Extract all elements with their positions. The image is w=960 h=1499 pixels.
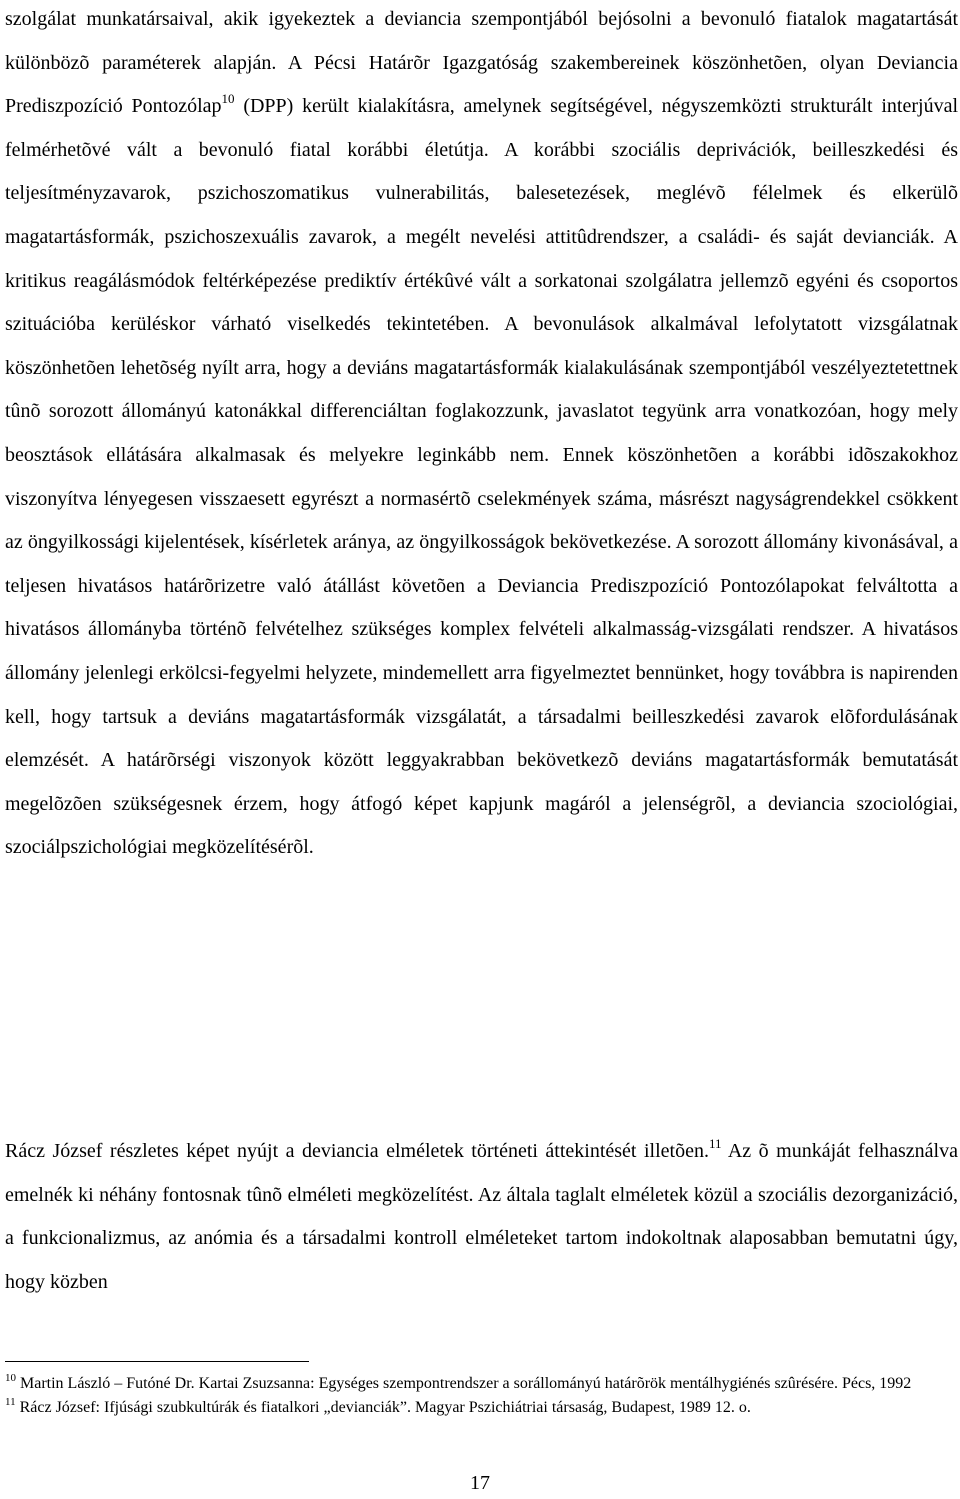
footnote-text: Rácz József: Ifjúsági szubkultúrák és fiatalkori „devianciák”. Magyar Pszichiátriai társaság, Budapest, 1989 12. o. [19, 1398, 751, 1416]
footnote-reference-11[interactable]: 11 [708, 1136, 722, 1151]
footnote-10 [5, 1372, 955, 1396]
footnote-11 [5, 1396, 955, 1420]
body-paragraph-1 [5, 0, 958, 870]
paragraph-1-text-start: szolgálat munkatársaival, akik igyekeztek a deviancia szempontjából bejósolni a bevonuló fiatalok magatartását különbözõ paraméterek alapján. A Pécsi Határõr Igazgatóság szakembereinek köszönhetõen, olyan Deviancia Prediszpozíció Pontozólap [5, 8, 958, 118]
footnote-reference-10[interactable]: 10 [221, 91, 235, 107]
footnotes-section [5, 1372, 955, 1419]
page-number: 17 [470, 1472, 490, 1494]
footnote-marker: 10 [5, 1372, 16, 1384]
body-paragraph-2 [5, 1130, 958, 1304]
paragraph-2-text-end: Az õ munkáját felhasználva emelnék ki néhány fontosnak tûnõ elméleti megközelítést. Az általa taglalt elméletek közül a szociális dezorganizáció, a funkcionalizmus, az anómia és a társadalmi kontroll elméleteket tartom indokoltnak alaposabban bemutatni úgy, hogy közben [5, 1140, 958, 1293]
paragraph-1-text-end: (DPP) került kialakításra, amelynek segítségével, négyszemközti strukturált interjúval felmérhetõvé vált a bevonuló fiatal korábbi életútja. A korábbi szociális deprivációk, beilleszkedési és teljesítményzavarok, pszichoszomatikus vulnerabilitás, balesetezések, meglévõ félelmek és elkerülõ magatartásformák, pszichoszexuális zavarok, a megélt nevelési attitûdrendszer, a családi- és saját devianciák. A kritikus reagálásmódok feltérképezése prediktív értékûvé vált a sorkatonai szolgálatra jellemzõ egyéni és csoportos szituációba kerüléskor várható viselkedés tekintetében. A bevonulások alkalmával lefolytatott vizsgálatnak köszönhetõen lehetõség nyílt arra, hogy a deviáns magatartásformák kialakulásának szempontjából veszélyeztetettnek tûnõ sorozott állományú katonákkal differenciáltan foglakozzunk, javaslatot tegyünk arra vonatkozóan, hogy mely beosztások ellátására alkalmasak és melyekre leginkább nem. Ennek köszönhetõen a korábbi idõszakokhoz viszonyítva lényegesen visszaesett egyrészt a normasértõ cselekmények száma, másrészt nagyságrendekkel csökkent az öngyilkossági kijelentések, kísérletek aránya, az öngyilkosságok bekövetkezése. A sorozott állomány kivonásával, a teljesen hivatásos határõrizetre való átállást követõen a Deviancia Prediszpozíció Pontozólapokat felváltotta a hivatásos állományba történõ felvételhez szükséges komplex felvételi alkalmasság-vizsgálati rendszer. A hivatásos állomány jelenlegi erkölcsi-fegyelmi helyzete, mindemellett arra figyelmeztet bennünket, hogy továbbra is napirenden kell, hogy tartsuk a deviáns magatartásformák vizsgálatát, a társadalmi beilleszkedési zavarok elõfordulásának elemzését. A határõrségi viszonyok között leggyakrabban bekövetkezõ deviáns magatartásformák bemutatását megelõzõen szükségesnek érzem, hogy átfogó képet kapjunk magáról a jelenségrõl, a deviancia szociológiai, szociálpszichológiai megközelítésérõl. [5, 95, 958, 859]
footnote-marker: 11 [5, 1395, 16, 1408]
footnote-separator [5, 1361, 309, 1362]
paragraph-2-text-start: Rácz József részletes képet nyújt a deviancia elméletek történeti áttekintését illetõen. [5, 1140, 709, 1162]
footnote-text: Martin László – Futóné Dr. Kartai Zsuzsanna: Egységes szempontrendszer a sorállományú határõrök mentálhygiénés szûrésére. Pécs, 1992 [20, 1375, 912, 1392]
